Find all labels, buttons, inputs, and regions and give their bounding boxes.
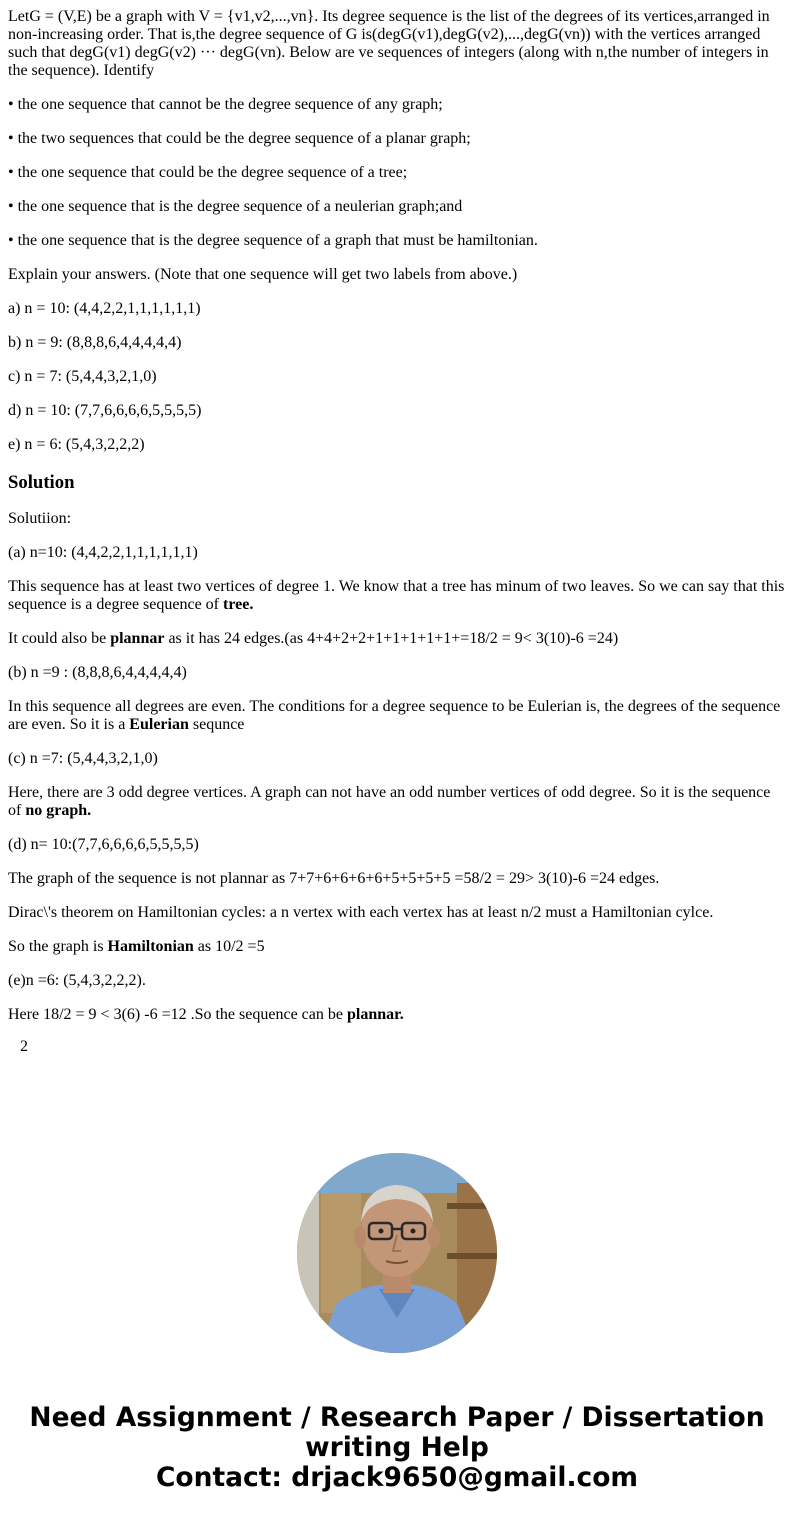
solution-a-text2a: It could also be [8,630,111,647]
solution-b-bold-eulerian: Eulerian [129,716,189,733]
solution-a-tree-text [8,578,786,614]
question-bullet-1: • the one sequence that cannot be the degree sequence of any graph; [8,96,443,113]
solution-b-heading: (b) n =9 : (8,8,8,6,4,4,4,4,4) [8,664,187,681]
solution-c-bold-no-graph: no graph. [25,802,92,819]
avatar [297,1153,497,1353]
solution-d-text3b: as 10/2 =5 [193,938,265,955]
solution-a-planar-text [8,630,786,648]
solution-e-bold-plannar: plannar. [346,1006,404,1023]
solution-d-text3a: So the graph is [8,938,108,955]
question-bullet-3: • the one sequence that could be the degree sequence of a tree; [8,164,408,181]
solution-d-heading: (d) n= 10:(7,7,6,6,6,6,5,5,5,5) [8,836,199,853]
solution-label: Solutiion: [8,510,72,527]
solution-c-heading: (c) n =7: (5,4,4,3,2,1,0) [8,750,158,767]
solution-a-heading: (a) n=10: (4,4,2,2,1,1,1,1,1,1) [8,544,198,561]
question-bullet-5: • the one sequence that is the degree sequence of a graph that must be hamiltonian. [8,232,538,249]
option-c: c) n = 7: (5,4,4,3,2,1,0) [8,368,157,385]
solution-b-text [8,698,786,734]
option-e: e) n = 6: (5,4,3,2,2,2) [8,436,145,453]
option-a: a) n = 10: (4,4,2,2,1,1,1,1,1,1) [8,300,201,317]
solution-heading: Solution [8,472,75,493]
solution-a-text: This sequence has at least two vertices of degree 1. We know that a tree has minum of two leaves. So we can say that this sequence is a degree sequence of [8,578,785,613]
question-explain: Explain your answers. (Note that one sequence will get two labels from above.) [8,266,518,283]
solution-c-text [8,784,786,820]
option-b: b) n = 9: (8,8,8,6,4,4,4,4,4) [8,334,182,351]
solution-c-text1: Here, there are 3 odd degree vertices. A graph can not have an odd number vertices of odd degree. So it is the sequence of [8,784,771,819]
solution-d-text3 [8,938,786,956]
promo-line-2: writing Help [305,1432,489,1463]
solution-b-text2: sequnce [188,716,245,733]
solution-d-bold-hamiltonian: Hamiltonian [107,938,194,955]
page-number: 2 [20,1038,28,1055]
author-portrait-icon [297,1153,497,1353]
solution-d-text1: The graph of the sequence is not plannar as 7+7+6+6+6+6+5+5+5+5 =58/2 = 29> 3(10)-6 =24 edges. [8,870,660,887]
solution-a-bold-tree: tree. [223,596,254,613]
promo-contact: Contact: drjack9650@gmail.com [155,1462,639,1493]
solution-a-text2b: as it has 24 edges.(as 4+4+2+2+1+1+1+1+1+=18/2 = 9< 3(10)-6 =24) [164,630,619,647]
solution-d-text2: Dirac\'s theorem on Hamiltonian cycles: a n vertex with each vertex has at least n/2 must a Hamiltonian cylce. [8,904,714,921]
question-intro: LetG = (V,E) be a graph with V = {v1,v2,...,vn}. Its degree sequence is the list of the degrees of its vertices,arranged in non-increasing order. That is,the degree sequence of G is(degG(v1),degG(v2),...,degG(vn)) with the vertices arranged such that degG(v1) degG(v2) ··· degG(vn). Below are ve sequences of integers (along with n,the number of integers in the sequence). Identify [8,8,770,79]
question-bullet-2: • the two sequences that could be the degree sequence of a planar graph; [8,130,471,147]
option-d: d) n = 10: (7,7,6,6,6,6,5,5,5,5) [8,402,202,419]
solution-e-text1: Here 18/2 = 9 < 3(6) -6 =12 .So the sequence can be [8,1006,347,1023]
solution-a-bold-plannar: plannar [110,630,165,647]
question-bullet-4: • the one sequence that is the degree sequence of a neulerian graph;and [8,198,463,215]
solution-b-text1: In this sequence all degrees are even. The conditions for a degree sequence to be Eulerian is, the degrees of the sequence are even. So it is a [8,698,781,733]
promo-line-1: Need Assignment / Research Paper / Dissertation [29,1402,765,1433]
promo-banner [0,1403,794,1493]
solution-e-text [8,1006,786,1024]
solution-e-heading: (e)n =6: (5,4,3,2,2,2). [8,972,146,989]
